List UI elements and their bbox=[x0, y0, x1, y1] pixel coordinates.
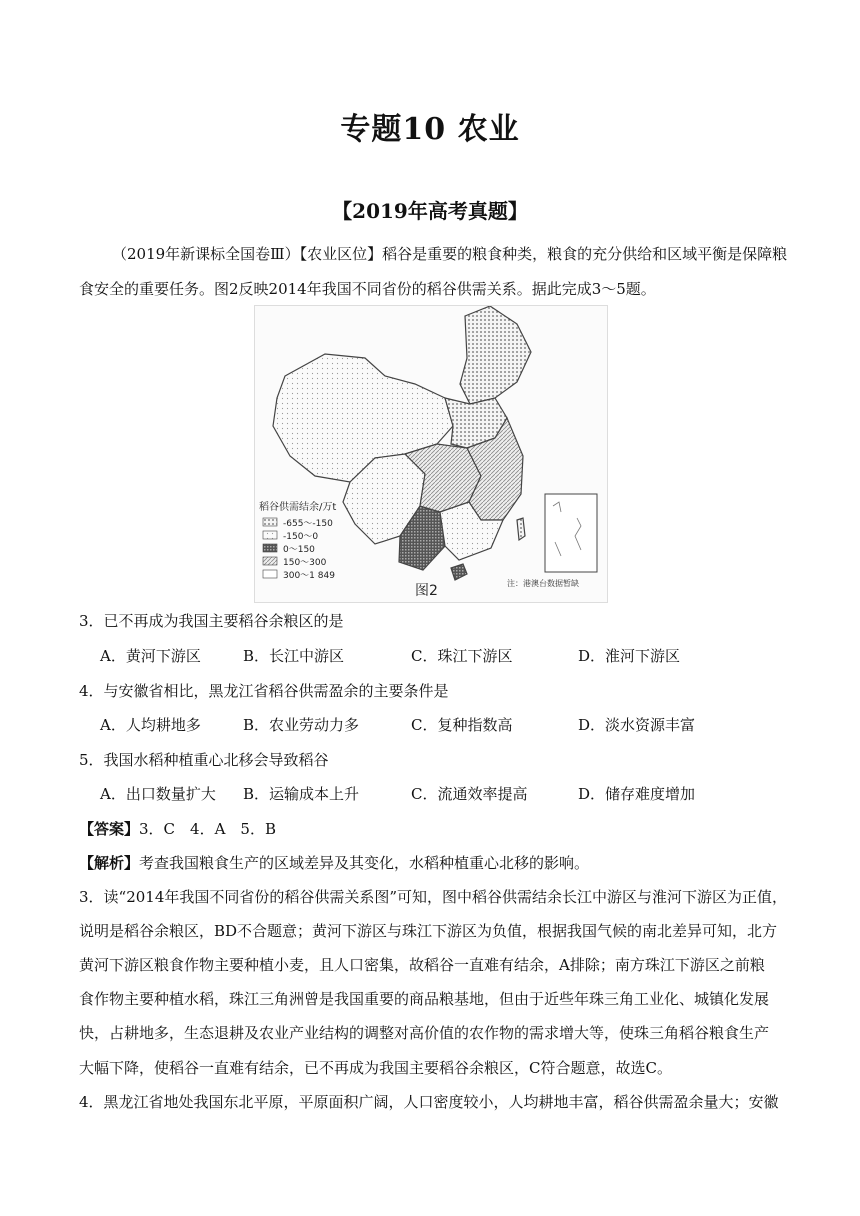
region-hainan bbox=[451, 564, 467, 580]
legend-swatch-4 bbox=[263, 557, 277, 565]
intro-line-1 bbox=[112, 244, 787, 264]
legend-swatch-1 bbox=[263, 518, 277, 526]
legend-swatch-2 bbox=[263, 531, 277, 539]
map-legend bbox=[259, 500, 336, 581]
question-5-option-d: D．储存难度增加 bbox=[578, 785, 696, 803]
question-3-stem: 3．已不再成为我国主要稻谷余粮区的是 bbox=[79, 612, 344, 630]
explanation-line: 黄河下游区粮食作物主要种植小麦，且人口密集，故稻谷一直难有结余，A排除；南方珠江下游区之前粮 bbox=[79, 956, 765, 974]
question-5-option-c: C．流通效率提高 bbox=[411, 785, 528, 803]
rice-supply-map-figure bbox=[254, 305, 608, 603]
question-4-option-c: C．复种指数高 bbox=[411, 716, 513, 734]
region-taiwan bbox=[517, 518, 525, 540]
explanation-line: 说明是稻谷余粮区，BD不合题意；黄河下游区与珠江下游区为负值，根据我国气候的南北差异可知，北方 bbox=[79, 922, 778, 940]
china-map-illustration bbox=[255, 306, 607, 602]
question-4-option-b: B．农业劳动力多 bbox=[243, 716, 360, 734]
question-3-option-a: A．黄河下游区 bbox=[100, 647, 201, 665]
answer-line bbox=[79, 819, 276, 839]
figure-caption: 图2 bbox=[415, 583, 438, 599]
question-5-option-a: A．出口数量扩大 bbox=[100, 785, 216, 803]
region-northeast bbox=[460, 306, 531, 404]
question-3-option-b: B．长江中游区 bbox=[243, 647, 345, 665]
analysis-tag: 【解析】 bbox=[79, 854, 140, 872]
explanation-line: 快，占耕地多，生态退耕及农业产业结构的调整对高价值的农作物的需求增大等，使珠三角稻谷粮食生产 bbox=[79, 1024, 770, 1042]
question-4-option-a: A．人均耕地多 bbox=[100, 716, 201, 734]
answer-tag: 【答案】 bbox=[79, 820, 140, 838]
analysis-line bbox=[79, 853, 589, 873]
explanation-line: 3．读“2014年我国不同省份的稻谷供需关系图”可知，图中稻谷供需结余长江中游区与淮河下游区为正值， bbox=[79, 888, 788, 906]
question-4-option-d: D．淡水资源丰富 bbox=[578, 716, 696, 734]
question-4-stem: 4．与安徽省相比，黑龙江省稻谷供需盈余的主要条件是 bbox=[79, 682, 449, 700]
legend-swatch-3 bbox=[263, 544, 277, 552]
legend-label-1: -655～-150 bbox=[283, 519, 333, 529]
page-title: 专题10 农业 bbox=[340, 112, 520, 147]
question-3-option-c: C．珠江下游区 bbox=[411, 647, 513, 665]
answer-text: 3．C 4．A 5．B bbox=[139, 820, 276, 838]
figure-note: 注：港澳台数据暂缺 bbox=[507, 579, 579, 588]
analysis-text: 考查我国粮食生产的区域差异及其变化，水稻种植重心北移的影响。 bbox=[139, 854, 590, 872]
section-heading: 【2019年高考真题】 bbox=[332, 199, 528, 223]
explanation-line: 大幅下降，使稻谷一直难有结余，已不再成为我国主要稻谷余粮区，C符合题意，故选C。 bbox=[79, 1059, 672, 1077]
question-5-stem: 5．我国水稻种植重心北移会导致稻谷 bbox=[79, 751, 329, 769]
south-china-sea-inset bbox=[545, 494, 597, 572]
legend-swatch-5 bbox=[263, 570, 277, 578]
legend-label-2: -150～0 bbox=[283, 532, 319, 542]
legend-label-3: 0～150 bbox=[283, 545, 315, 555]
legend-label-4: 150～300 bbox=[283, 558, 327, 568]
intro-text: 稻谷是重要的粮食种类，粮食的充分供给和区域平衡是保障粮 bbox=[382, 245, 788, 263]
explanation-line: 食作物主要种植水稻，珠江三角洲曾是我国重要的商品粮基地，但由于近些年珠三角工业化、城镇化发展 bbox=[79, 990, 770, 1008]
legend-title: 稻谷供需结余/万t bbox=[259, 502, 337, 513]
question-3-option-d: D．淮河下游区 bbox=[578, 647, 681, 665]
explanation-line: 4．黑龙江省地处我国东北平原，平原面积广阔，人口密度较小，人均耕地丰富，稻谷供需盈余量大；安徽 bbox=[79, 1093, 779, 1111]
question-5-option-b: B．运输成本上升 bbox=[243, 785, 360, 803]
intro-line-2: 食安全的重要任务。图2反映2014年我国不同省份的稻谷供需关系。据此完成3～5题。 bbox=[79, 280, 656, 298]
legend-label-5: 300～1 849 bbox=[283, 571, 335, 581]
intro-source: （2019年新课标全国卷Ⅲ）【农业区位】 bbox=[112, 245, 383, 263]
